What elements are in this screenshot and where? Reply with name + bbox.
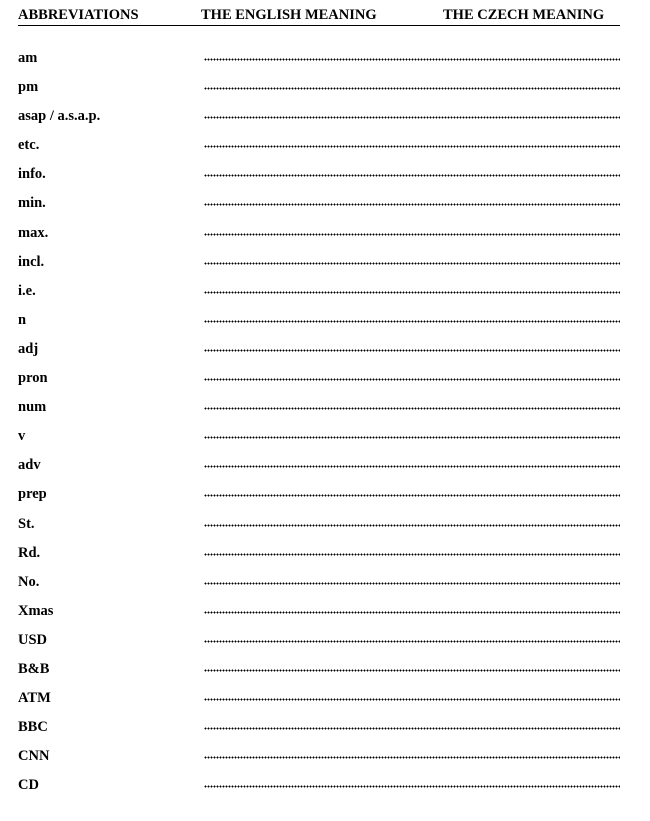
abbreviation-label: USD [18,631,48,648]
abbreviation-row [18,164,620,193]
abbreviation-row [18,455,620,484]
abbreviation-label: Xmas [18,602,54,619]
abbreviation-row [18,514,620,543]
dotted-answer-line [204,436,620,439]
abbreviation-label: max. [18,224,49,241]
abbreviation-row [18,484,620,513]
column-header-abbreviations: ABBREVIATIONS [18,7,139,23]
abbreviation-row [18,48,620,77]
abbreviation-row [18,339,620,368]
abbreviation-label: asap / a.s.a.p. [18,108,101,125]
abbreviation-row [18,77,620,106]
abbreviation-label: v [18,428,26,445]
abbreviation-label: n [18,311,27,328]
dotted-answer-line [204,465,620,468]
abbreviation-label: etc. [18,137,40,154]
abbreviation-label: Rd. [18,544,41,561]
dotted-answer-line [204,203,620,206]
abbreviation-label: BBC [18,719,48,736]
abbreviation-label: prep [18,486,47,503]
abbreviation-label: pm [18,79,39,96]
dotted-answer-line [204,116,620,119]
abbreviation-label: am [18,50,38,66]
abbreviation-row [18,135,620,164]
abbreviation-label: i.e. [18,282,36,299]
abbreviation-label: St. [18,515,35,532]
dotted-answer-line [204,407,620,410]
abbreviation-label: No. [18,573,40,590]
abbreviation-row [18,426,620,455]
abbreviation-label: ATM [18,690,51,707]
abbreviation-row [18,543,620,572]
dotted-answer-line [204,756,620,759]
abbreviation-row [18,193,620,222]
abbreviation-row [18,601,620,630]
dotted-answer-line [204,349,620,352]
abbreviation-label: CNN [18,748,50,765]
dotted-answer-line [204,669,620,672]
abbreviation-row [18,746,620,775]
abbreviation-label: CD [18,777,39,794]
dotted-answer-line [204,611,620,614]
abbreviation-row [18,688,620,717]
dotted-answer-line [204,727,620,730]
dotted-answer-line [204,233,620,236]
dotted-answer-line [204,582,620,585]
dotted-answer-line [204,58,620,61]
abbreviation-row [18,630,620,659]
abbreviation-label: adj [18,340,39,357]
dotted-answer-line [204,640,620,643]
dotted-answer-line [204,494,620,497]
dotted-answer-line [204,698,620,701]
abbreviation-label: B&B [18,660,50,677]
abbreviation-label: num [18,399,47,416]
abbreviation-label: pron [18,370,48,387]
abbreviation-row [18,368,620,397]
dotted-answer-line [204,291,620,294]
abbreviation-label: info. [18,166,46,183]
abbreviation-row [18,659,620,688]
abbreviation-row [18,717,620,746]
dotted-answer-line [204,524,620,527]
dotted-answer-line [204,378,620,381]
abbreviation-list [18,48,620,804]
abbreviation-row [18,106,620,135]
dotted-answer-line [204,785,620,788]
abbreviation-row [18,252,620,281]
abbreviation-label: incl. [18,253,45,270]
dotted-answer-line [204,553,620,556]
abbreviation-row [18,223,620,252]
dotted-answer-line [204,262,620,265]
column-header-english-meaning: THE ENGLISH MEANING [201,7,377,23]
abbreviation-row [18,310,620,339]
dotted-answer-line [204,174,620,177]
abbreviation-row [18,775,620,804]
abbreviation-label: min. [18,195,46,212]
abbreviation-row [18,572,620,601]
dotted-answer-line [204,145,620,148]
abbreviation-row [18,281,620,310]
dotted-answer-line [204,87,620,90]
abbreviation-label: adv [18,457,41,474]
dotted-answer-line [204,320,620,323]
column-header-czech-meaning: THE CZECH MEANING [443,7,605,23]
abbreviation-row [18,397,620,426]
table-header [18,7,620,26]
